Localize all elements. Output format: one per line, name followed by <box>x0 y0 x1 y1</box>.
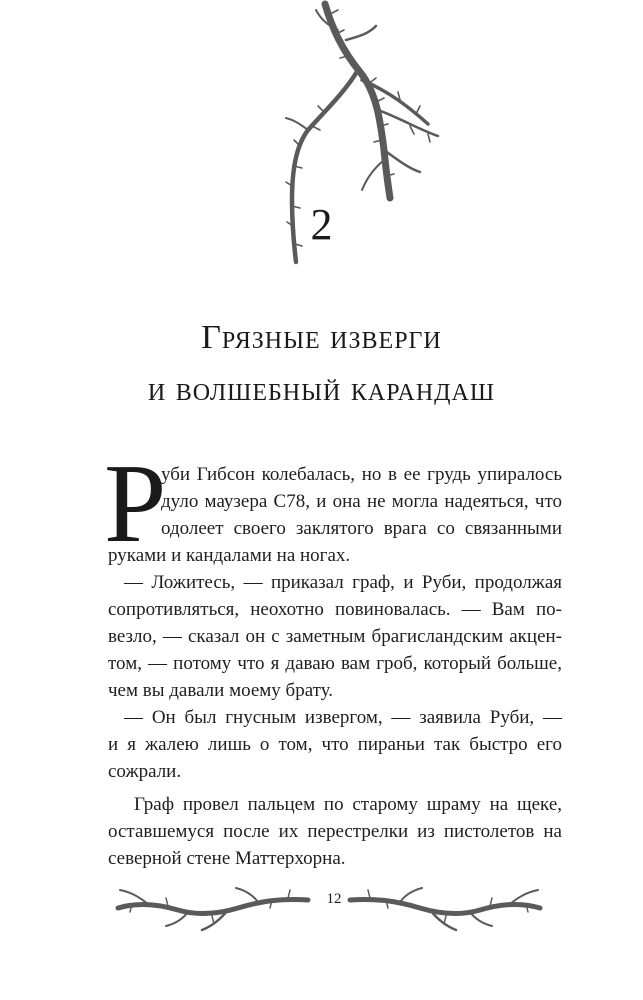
text-line: оставшемуся после их перестрелки из пистолетов на <box>108 821 562 842</box>
chapter-title-line-1: Грязные изверги <box>201 319 442 356</box>
text-line: дуло маузера С78, и она не могла надеяться, что <box>161 491 562 512</box>
text-line: сопротивляться, неохотно повиновалась. — Вам по- <box>108 599 562 620</box>
text-line: и я жалею лишь о том, что пираньи так быстро его <box>108 734 562 755</box>
footer-branch-left-ornament <box>108 880 313 932</box>
text-line: Граф провел пальцем по старому шраму на щеке, <box>134 794 562 815</box>
chapter-title-line-2: и волшебный карандаш <box>147 371 496 408</box>
page-number: 12 <box>326 891 342 907</box>
text-line: одолеет своего заклятого врага со связанными <box>161 518 562 539</box>
text-line: уби Гибсон колебалась, но в ее грудь упиралось <box>161 464 562 485</box>
text-line: северной стене Маттерхорна. <box>108 848 346 869</box>
text-line: — Он был гнусным извергом, — заявила Руби, — <box>124 707 562 728</box>
chapter-number: 2 <box>310 200 333 249</box>
text-line: — Ложитесь, — приказал граф, и Руби, продолжая <box>124 572 562 593</box>
footer-branch-right-ornament <box>345 880 550 932</box>
text-line: сожрали. <box>108 761 182 782</box>
text-line: руками и кандалами на ногах. <box>108 545 351 566</box>
drop-cap: Р <box>104 442 167 566</box>
chapter-title <box>0 312 643 416</box>
text-line: том, — потому что я даваю вам гроб, который больше, <box>108 653 562 674</box>
text-line: чем вы давали моему брату. <box>108 680 334 701</box>
text-line: везло, — сказал он с заметным брагисландским акцен- <box>108 626 562 647</box>
